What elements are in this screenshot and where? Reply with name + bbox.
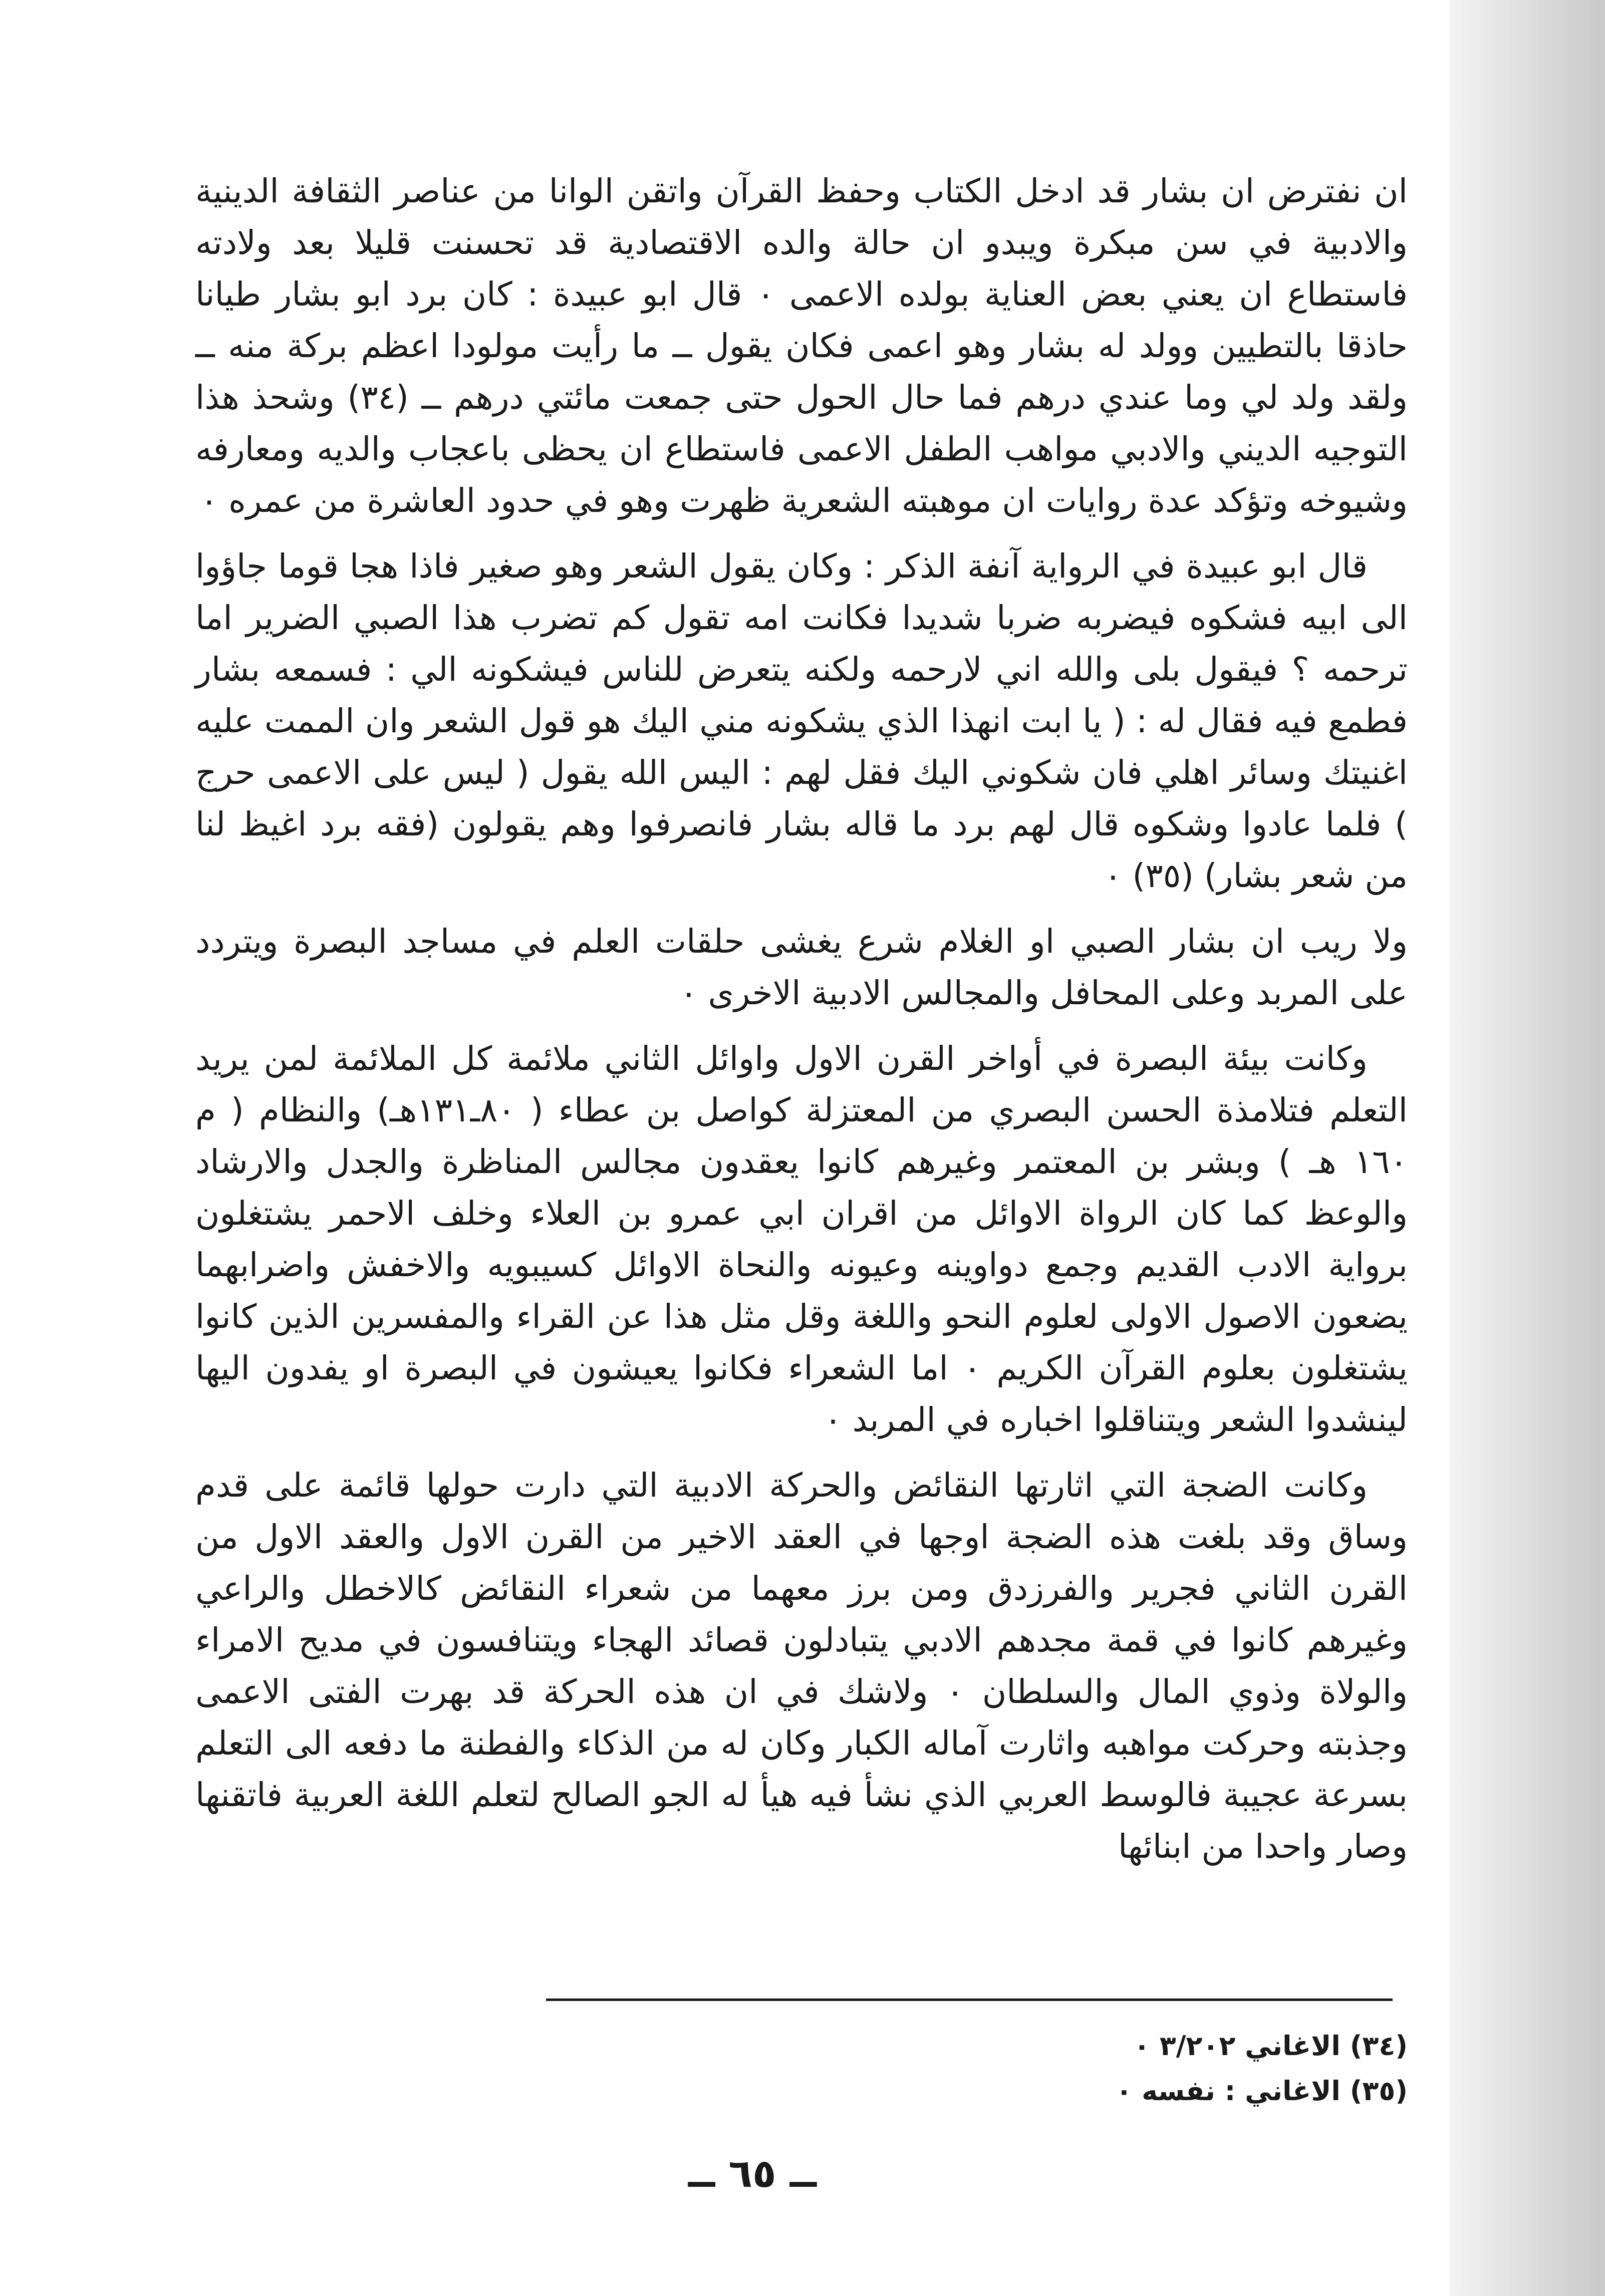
footnote-34: (٣٤) الاغاني ٣/٢٠٢ ٠ <box>1133 2030 1408 2062</box>
footnote-divider <box>546 1998 1393 2001</box>
page-number: ــ ٦٥ ــ <box>688 2151 817 2196</box>
footnote-35: (٣٥) الاغاني : نفسه ٠ <box>1116 2075 1408 2107</box>
paragraph-1: ان نفترض ان بشار قد ادخل الكتاب وحفظ القرآن واتقن الوانا من عناصر الثقافة الدينية والادبية في سن مبكرة ويبدو ان حالة والده الاقتصادية قد تحسنت قليلا بعد ولادته فاستطاع ان يعني بعض العناية بولده الاعمى ٠ قال ابو عبيدة : كان برد ابو بشار طيانا حاذقا بالتطيين وولد له بشار وهو اعمى فكان يقول ــ ما رأيت مولودا اعظم بركة منه ــ ولقد ولد لي وما عندي درهم فما حال الحول حتى جمعت مائتي درهم ــ (٣٤) وشحذ هذا التوجيه الديني والادبي مواهب الطفل الاعمى فاستطاع ان يحظى باعجاب والديه ومعارفه وشيوخه وتؤكد عدة روايات ان موهبته الشعرية ظهرت وهو في حدود العاشرة من عمره ٠ <box>195 172 1408 520</box>
paragraph-2: قال ابو عبيدة في الرواية آنفة الذكر : وكان يقول الشعر وهو صغير فاذا هجا قوما جاؤوا الى ابيه فشكوه فيضربه ضربا شديدا فكانت امه تقول كم تضرب هذا الصبي الضرير اما ترحمه ؟ فيقول بلى والله اني لارحمه ولكنه يتعرض للناس فيشكونه الي : فسمعه بشار فطمع فيه فقال له : ( يا ابت انهذا الذي يشكونه مني اليك هو قول الشعر وان الممت عليه اغنيتك وسائر اهلي فان شكوني اليك فقل لهم : اليس الله يقول ( ليس على الاعمى حرج ) فلما عادوا وشكوه قال لهم برد ما قاله بشار فانصرفوا وهم يقولون (فقه برد اغيظ لنا من شعر بشار) (٣٥) ٠ <box>195 547 1408 895</box>
page-body <box>195 165 1408 1886</box>
paragraph-4: وكانت بيئة البصرة في أواخر القرن الاول واوائل الثاني ملائمة كل الملائمة لمن يريد التعلم فتلامذة الحسن البصري من المعتزلة كواصل بن عطاء ( ٨٠ـ١٣١هـ) والنظام ( م ١٦٠ هـ ) وبشر بن المعتمر وغيرهم كانوا يعقدون مجالس المناظرة والجدل والارشاد والوعظ كما كان الرواة الاوائل من اقران ابي عمرو بن العلاء وخلف الاحمر يشتغلون برواية الادب القديم وجمع دواوينه وعيونه والنحاة الاوائل كسيبويه والاخفش واضرابهما يضعون الاصول الاولى لعلوم النحو واللغة وقل مثل هذا عن القراء والمفسرين الذين كانوا يشتغلون بعلوم القرآن الكريم ٠ اما الشعراء فكانوا يعيشون في البصرة او يفدون اليها لينشدوا الشعر ويتناقلوا اخباره في المربد ٠ <box>195 1039 1408 1439</box>
scan-edge-shadow <box>1450 0 1605 2296</box>
paragraph-3: ولا ريب ان بشار الصبي او الغلام شرع يغشى حلقات العلم في مساجد البصرة ويتردد على المربد وعلى المحافل والمجالس الادبية الاخرى ٠ <box>195 922 1408 1012</box>
footnotes <box>195 2024 1408 2114</box>
paragraph-5: وكانت الضجة التي اثارتها النقائض والحركة الادبية التي دارت حولها قائمة على قدم وساق وقد بلغت هذه الضجة اوجها في العقد الاخير من القرن الاول والعقد الاول من القرن الثاني فجرير والفرزدق ومن برز معهما من شعراء النقائض كالاخطل والراعي وغيرهم كانوا في قمة مجدهم الادبي يتبادلون قصائد الهجاء ويتنافسون في مديح الامراء والولاة وذوي المال والسلطان ٠ ولاشك في ان هذه الحركة قد بهرت الفتى الاعمى وجذبته وحركت مواهبه واثارت آماله الكبار وكان له من الذكاء والفطنة ما دفعه الى التعلم بسرعة عجيبة فالوسط العربي الذي نشأ فيه هيأ له الجو الصالح لتعلم اللغة العربية فاتقنها وصار واحدا من ابنائها <box>195 1466 1408 1866</box>
